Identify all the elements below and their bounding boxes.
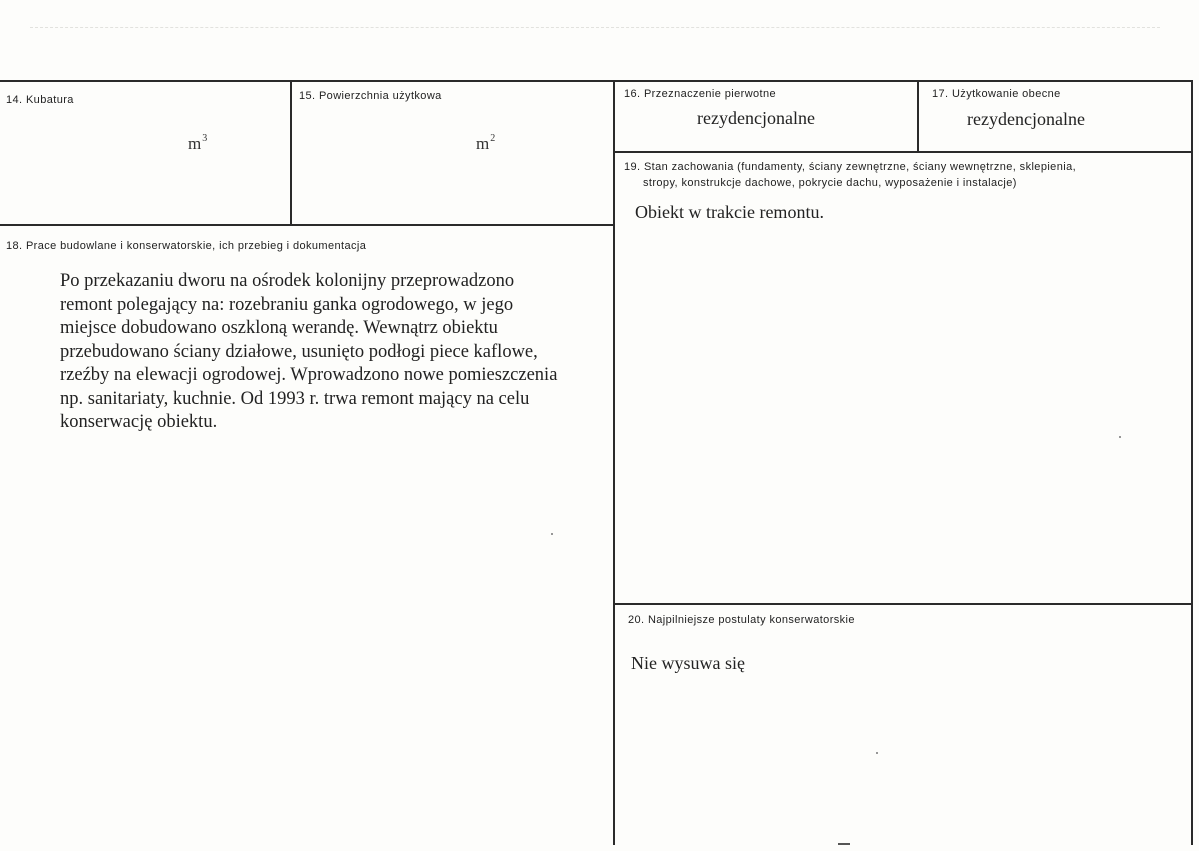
field-15-label: 15. Powierzchnia użytkowa: [299, 90, 442, 102]
top-border-line: [0, 80, 1192, 82]
field-18-value: Po przekazaniu dworu na ośrodek kolonijny przeprowadzono remont polegający na: rozebraniu ganka ogrodowego, w jego miejsce dobudowano oszkloną werandę. Wewnątrz obiektu przebudowano ściany działowe, usunięto podłogi piece kaflowe, rzeźby na elewacji ogrodowej. Wprowadzono nowe pomieszczenia np. sanitariaty, kuchnie. Od 1993 r. trwa remont mający na celu konserwację obiektu.: [60, 271, 558, 432]
divider-row-19-20: [614, 603, 1192, 605]
scan-speck: [551, 533, 553, 535]
scan-mark: [838, 843, 850, 845]
divider-row-16-19: [614, 151, 1192, 153]
divider-col-main: [613, 80, 615, 845]
field-19-label: [624, 159, 1076, 191]
field-15-unit: [476, 133, 495, 154]
field-19-value: Obiekt w trakcie remontu.: [635, 202, 824, 222]
field-15-unit-base: m: [476, 134, 490, 153]
scan-speck: [1119, 436, 1121, 438]
right-border-line: [1191, 80, 1193, 845]
divider-row-14-18: [0, 224, 614, 226]
field-14-unit-exponent: 3: [202, 133, 208, 144]
field-14-unit-base: m: [188, 134, 202, 153]
field-15-unit-exponent: 2: [490, 133, 496, 144]
field-20-label: 20. Najpilniejsze postulaty konserwatorskie: [628, 614, 855, 626]
field-19-label-line-1: 19. Stan zachowania (fundamenty, ściany zewnętrzne, ściany wewnętrzne, sklepienia,: [624, 161, 1077, 173]
scan-speck: [876, 752, 878, 754]
field-14-label: 14. Kubatura: [6, 94, 74, 106]
divider-col-14-15: [290, 80, 292, 226]
field-17-label: 17. Użytkowanie obecne: [932, 88, 1061, 100]
field-17-value: rezydencjonalne: [967, 109, 1085, 129]
field-14-unit: [188, 133, 207, 154]
field-19-label-line-2: stropy, konstrukcje dachowe, pokrycie dachu, wyposażenie i instalacje): [643, 177, 1017, 189]
field-16-label: 16. Przeznaczenie pierwotne: [624, 88, 777, 100]
divider-col-16-17: [917, 80, 919, 153]
top-faint-line: [30, 27, 1160, 28]
field-20-value: Nie wysuwa się: [631, 653, 745, 673]
field-16-value: rezydencjonalne: [697, 108, 815, 128]
field-18-label: 18. Prace budowlane i konserwatorskie, ich przebieg i dokumentacja: [6, 240, 367, 252]
